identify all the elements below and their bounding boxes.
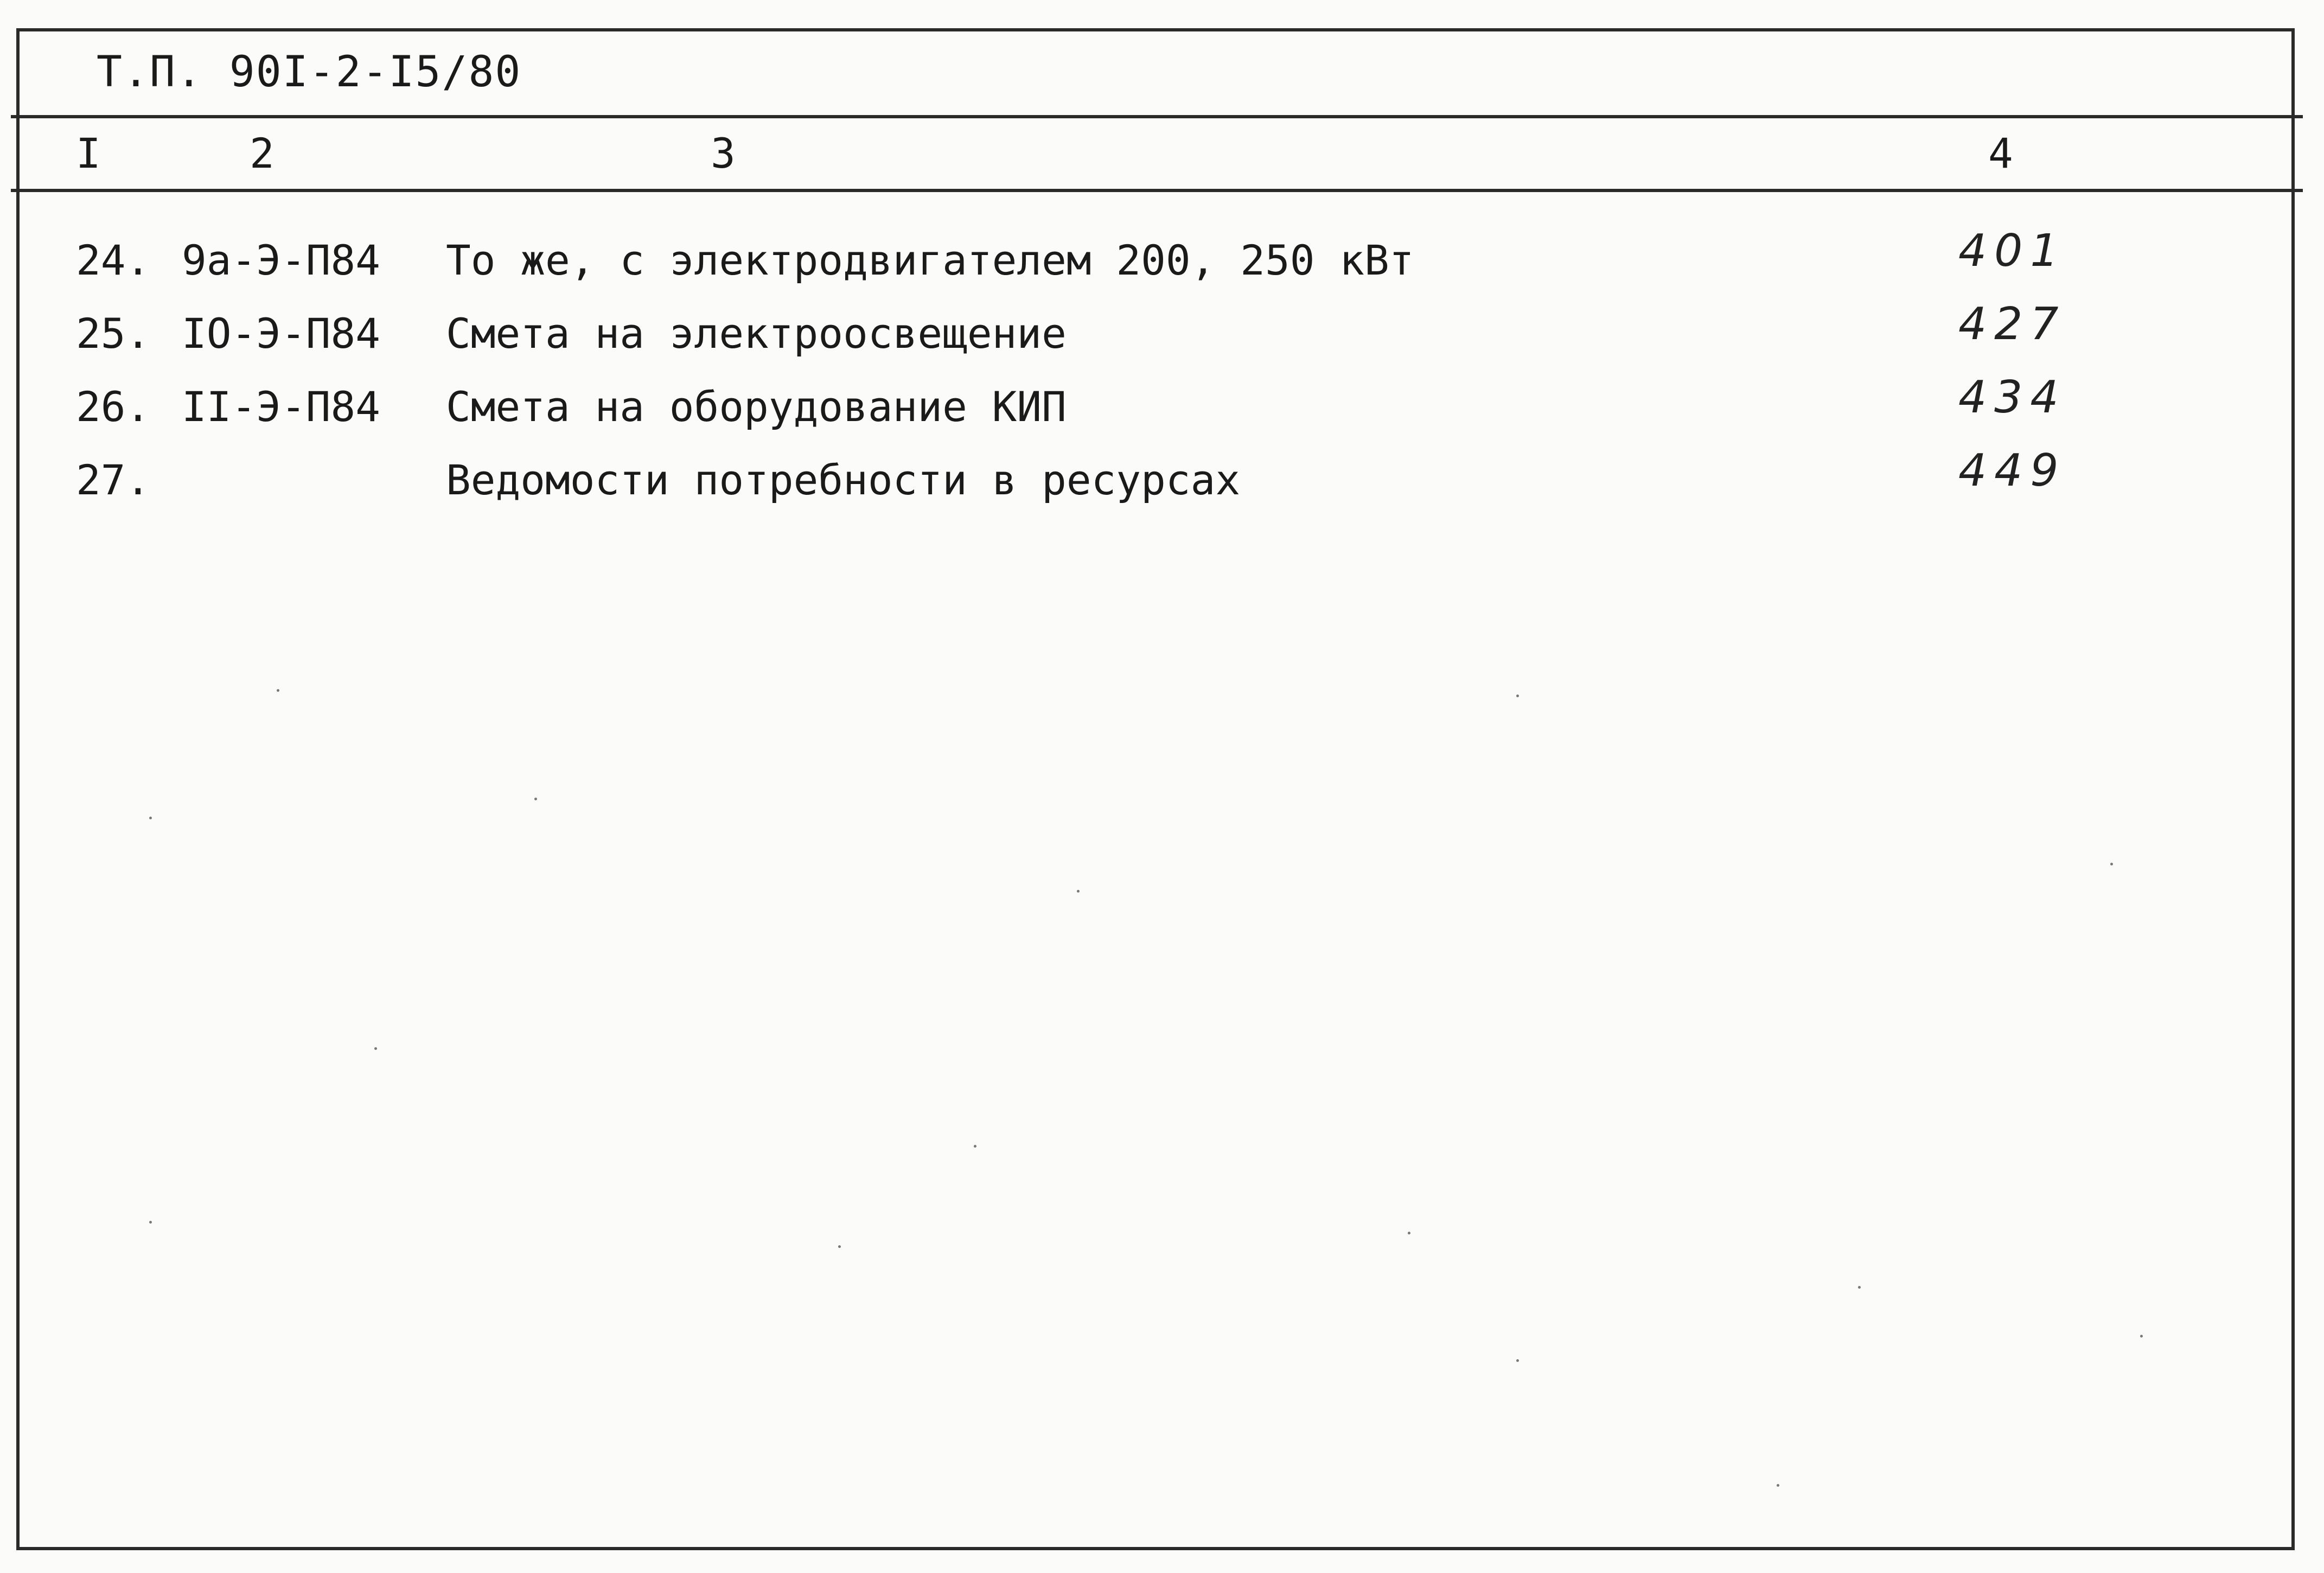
row-page: 434 (1958, 372, 2066, 423)
column-header-2: 2 (250, 129, 274, 177)
column-header-4: 4 (1988, 129, 2013, 177)
row-title: Смета на оборудование КИП (446, 383, 1067, 431)
scan-speck (2110, 863, 2113, 865)
column-header-3: 3 (711, 129, 736, 177)
row-code: 9а-Э-П84 (182, 236, 381, 284)
scan-speck (1516, 695, 1519, 697)
header-separator-line (11, 189, 2303, 192)
row-number: 24. (76, 236, 151, 284)
row-title: То же, с электродвигателем 200, 250 кВт (446, 236, 1414, 284)
row-number: 27. (76, 456, 151, 504)
document-stamp: Т.П. 90I-2-I5/80 (97, 48, 522, 97)
row-title: Ведомости потребности в ресурсах (446, 456, 1241, 504)
row-number: 25. (76, 309, 151, 358)
row-page: 401 (1958, 225, 2066, 277)
row-page: 427 (1958, 298, 2066, 350)
table-row (0, 445, 2324, 515)
scan-speck (1077, 890, 1080, 893)
scan-speck (149, 1221, 152, 1224)
table-row (0, 372, 2324, 442)
scan-speck (277, 689, 279, 692)
row-number: 26. (76, 383, 151, 431)
title-separator-line (11, 115, 2303, 118)
row-page: 449 (1958, 445, 2066, 496)
scan-speck (1516, 1359, 1519, 1362)
row-title: Смета на электроосвещение (446, 309, 1067, 358)
scan-speck (534, 798, 537, 800)
row-code: IO-Э-П84 (182, 309, 381, 358)
scan-speck (974, 1145, 976, 1148)
scan-speck (2140, 1335, 2143, 1338)
scan-speck (374, 1047, 377, 1050)
scan-speck (149, 817, 152, 819)
table-row (0, 225, 2324, 296)
table-row (0, 298, 2324, 369)
scan-speck (1408, 1232, 1410, 1234)
scan-speck (838, 1245, 841, 1248)
column-header-1: I (76, 129, 101, 177)
scan-speck (1858, 1286, 1861, 1289)
row-code: II-Э-П84 (182, 383, 381, 431)
scan-speck (1777, 1484, 1779, 1487)
